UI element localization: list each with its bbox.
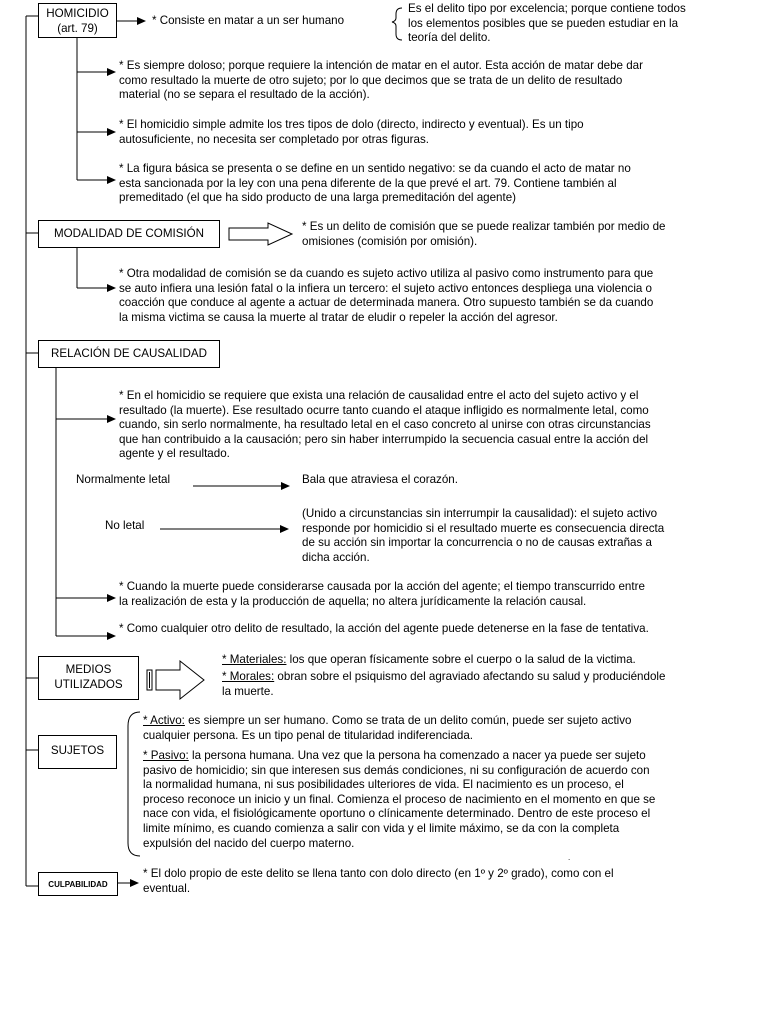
sujetos-bracket bbox=[128, 712, 140, 856]
brace bbox=[392, 8, 402, 40]
homicidio-point-2: * El homicidio simple admite los tres tipos de dolo (directo, indirecto y eventual). Es un tipo autosuficiente, no necesita ser completado por otras figuras. bbox=[119, 118, 584, 146]
modalidad-block-arrow bbox=[229, 223, 292, 245]
normalmente-letal-text: Bala que atraviesa el corazón. bbox=[302, 473, 458, 486]
culpabilidad-box: CULPABILIDAD bbox=[38, 872, 118, 896]
excellence-note: Es el delito tipo por excelencia; porque contiene todos los elementos posibles que se pueden estudiar en la teoría del delito. bbox=[408, 2, 686, 45]
medios-box: MEDIOS UTILIZADOS bbox=[38, 656, 139, 700]
medios-morales bbox=[222, 670, 665, 699]
modalidad-main-text: * Es un delito de comisión que se puede realizar también por medio de omisiones (comisión por omisión). bbox=[302, 220, 666, 248]
pasivo-label: * Pasivo: bbox=[143, 749, 189, 762]
no-letal-text: (Unido a circunstancias sin interrumpir la causalidad): el sujeto activo responde por homicidio si el resultado muerte es consecuencia directa de su acción sin importar la concurrencia o no de causas extrañas a dicha acción. bbox=[302, 507, 665, 564]
causalidad-muerte: * Cuando la muerte puede considerarse causada por la acción del agente; el tiempo transcurrido entre la realización de esta y la producción de aquella; no altera jurídicamente la relación causal. bbox=[119, 580, 645, 608]
sujetos-box: SUJETOS bbox=[38, 735, 117, 769]
no-letal-label: No letal bbox=[105, 519, 145, 532]
normalmente-letal-label: Normalmente letal bbox=[76, 473, 171, 486]
materiales-label: * Materiales: bbox=[222, 653, 287, 666]
medios-materiales bbox=[222, 653, 636, 668]
pasivo-text: la persona humana. Una vez que la persona ha comenzado a nacer ya puede ser sujeto pasivo de homicidio; sin que interesen sus demás condiciones, ni su configuración de acuerdo con la normalidad humana, ni sus posibilidades ulteriores de vida. El nacimiento es un proceso, el proceso reconoce un inicio y un final. Comienza el proceso de nacimiento en el momento en que se nace con vida, el fisiológicamente oportuno o clínicamente determinado. Dentro de este proceso el limite mínimo, es cuando comienza a salir con vida y el limite máximo, se da con la completa expulsión del nacido del cuerpo materno. bbox=[143, 749, 656, 850]
medios-block-arrow bbox=[156, 661, 204, 699]
sujetos-pasivo bbox=[143, 749, 655, 851]
morales-label: * Morales: bbox=[222, 670, 275, 683]
svg-text:.: . bbox=[568, 853, 571, 862]
modalidad-other-text: * Otra modalidad de comisión se da cuando es sujeto activo utiliza al pasivo como instrumento para que se auto infiera una lesión fatal o la infiera un tercero: el sujeto activo entonces despliega una violencia o coacción que conduce al agente a actuar de determinada manera. Otro supuesto también se da cuando la misma victima se causa la muerte al tratar de eludir o repeler la acción del agresor. bbox=[119, 267, 654, 324]
causalidad-tentativa: * Como cualquier otro delito de resultado, la acción del agente puede detenerse en la fase de tentativa. bbox=[119, 622, 649, 635]
modalidad-box: MODALIDAD DE COMISIÓN bbox=[38, 220, 220, 248]
sujetos-activo bbox=[143, 714, 632, 743]
homicidio-box: HOMICIDIO (art. 79) bbox=[38, 3, 117, 38]
causalidad-box: RELACIÓN DE CAUSALIDAD bbox=[38, 340, 220, 368]
materiales-text: los que operan físicamente sobre el cuerpo o la salud de la victima. bbox=[286, 653, 636, 666]
activo-label: * Activo: bbox=[143, 714, 185, 727]
homicidio-point-3: * La figura básica se presenta o se define en un sentido negativo: se da cuando el acto de matar no esta sancionada por la ley con una pena diferente de la que prevé el art. 79. Contiene también al premeditado (el que ha sido producto de una larga premeditación del agente) bbox=[119, 162, 631, 205]
culpabilidad-text: * El dolo propio de este delito se llena tanto con dolo directo (en 1º y 2º grado), como con el eventual. bbox=[143, 867, 614, 895]
activo-text: es siempre un ser humano. Como se trata de un delito común, puede ser sujeto activo cualquier persona. Es un tipo penal de titularidad indiferenciada. bbox=[143, 714, 632, 742]
homicidio-definition: * Consiste en matar a un ser humano bbox=[152, 14, 345, 27]
morales-text: obran sobre el psiquismo del agraviado afectando su salud y produciéndole la muerte. bbox=[222, 670, 666, 698]
causalidad-intro: * En el homicidio se requiere que exista una relación de causalidad entre el acto del sujeto activo y el resultado (la muerte). Ese resultado ocurre tanto cuando el ataque infligido es normalmente letal, como cuando, sin serlo normalmente, ha resultado letal en el caso concreto al unirse con otras circunstancias que han contribuido a la causación; pero sin haber interrumpido la secuencia casual entre la acción del agente y el resultado. bbox=[119, 389, 651, 461]
homicidio-point-1: * Es siempre doloso; porque requiere la intención de matar en el autor. Esta acción de matar debe dar como resultado la muerte de otro sujeto; por lo que decimos que se trata de un delito de resultado material (no se separa el resultado de la acción). bbox=[119, 59, 643, 102]
